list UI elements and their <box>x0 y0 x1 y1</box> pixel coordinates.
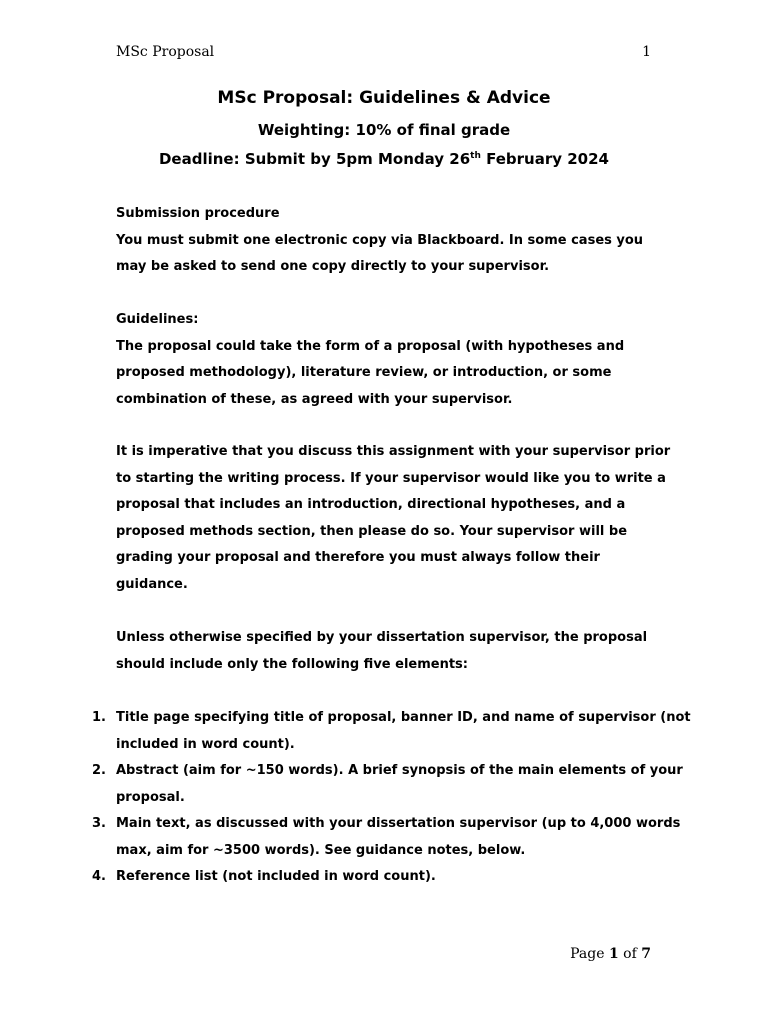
guidelines-heading: Guidelines: <box>116 312 199 327</box>
footer-total-pages: 7 <box>641 946 651 962</box>
guidelines-paragraph-3-block <box>116 625 676 678</box>
deadline-superscript: th <box>470 151 481 161</box>
footer-page-label: Page <box>570 946 605 962</box>
list-item <box>92 705 692 758</box>
footer-current-page: 1 <box>608 946 619 962</box>
submission-text: You must submit one electronic copy via Blackboard. In some cases you may be asked to send one copy directly to your supervisor. <box>116 232 644 274</box>
list-item <box>92 758 692 811</box>
page-footer <box>570 946 651 962</box>
list-item-number: 1. <box>92 710 106 725</box>
deadline-line <box>0 150 768 168</box>
list-item-number: 4. <box>92 869 106 884</box>
deadline-prefix: Deadline: Submit by 5pm Monday 26 <box>158 150 471 168</box>
weighting-line: Weighting: 10% of final grade <box>257 121 511 139</box>
guidelines-paragraph-2: It is imperative that you discuss this assignment with your supervisor prior to starting the writing process. If your supervisor would like you to write a proposal that includes an introduction, directional hypotheses, and a proposed methods section, then please do so. Your supervisor will be grading your proposal and therefore you must always follow their guidance. <box>116 444 671 592</box>
document-title: MSc Proposal: Guidelines & Advice <box>217 88 551 108</box>
list-item-text: Title page specifying title of proposal, banner ID, and name of supervisor (not included in word count). <box>116 710 691 752</box>
footer-of-label: of <box>623 946 637 962</box>
guidelines-paragraph-3: Unless otherwise specified by your dissertation supervisor, the proposal should include only the following five elements: <box>116 630 648 672</box>
running-head: MSc Proposal <box>116 44 215 60</box>
header-page-number: 1 <box>642 44 651 60</box>
elements-list <box>92 705 692 891</box>
list-item-number: 3. <box>92 816 106 831</box>
guidelines-paragraph-1: The proposal could take the form of a proposal (with hypotheses and proposed methodology), literature review, or introduction, or some combination of these, as agreed with your supervisor. <box>116 338 625 407</box>
list-item-number: 2. <box>92 763 106 778</box>
guidelines-section <box>116 307 676 413</box>
list-item-text: Main text, as discussed with your dissertation supervisor (up to 4,000 words max, aim for ~3500 words). See guidance notes, below. <box>116 816 681 858</box>
guidelines-paragraph-2-block <box>116 439 676 598</box>
deadline-suffix: February 2024 <box>480 150 609 168</box>
list-item <box>92 811 692 864</box>
submission-heading: Submission procedure <box>116 206 280 221</box>
list-item <box>92 864 692 891</box>
list-item-text: Reference list (not included in word count). <box>116 869 436 884</box>
submission-section <box>116 201 676 281</box>
list-item-text: Abstract (aim for ~150 words). A brief synopsis of the main elements of your proposal. <box>116 763 683 805</box>
